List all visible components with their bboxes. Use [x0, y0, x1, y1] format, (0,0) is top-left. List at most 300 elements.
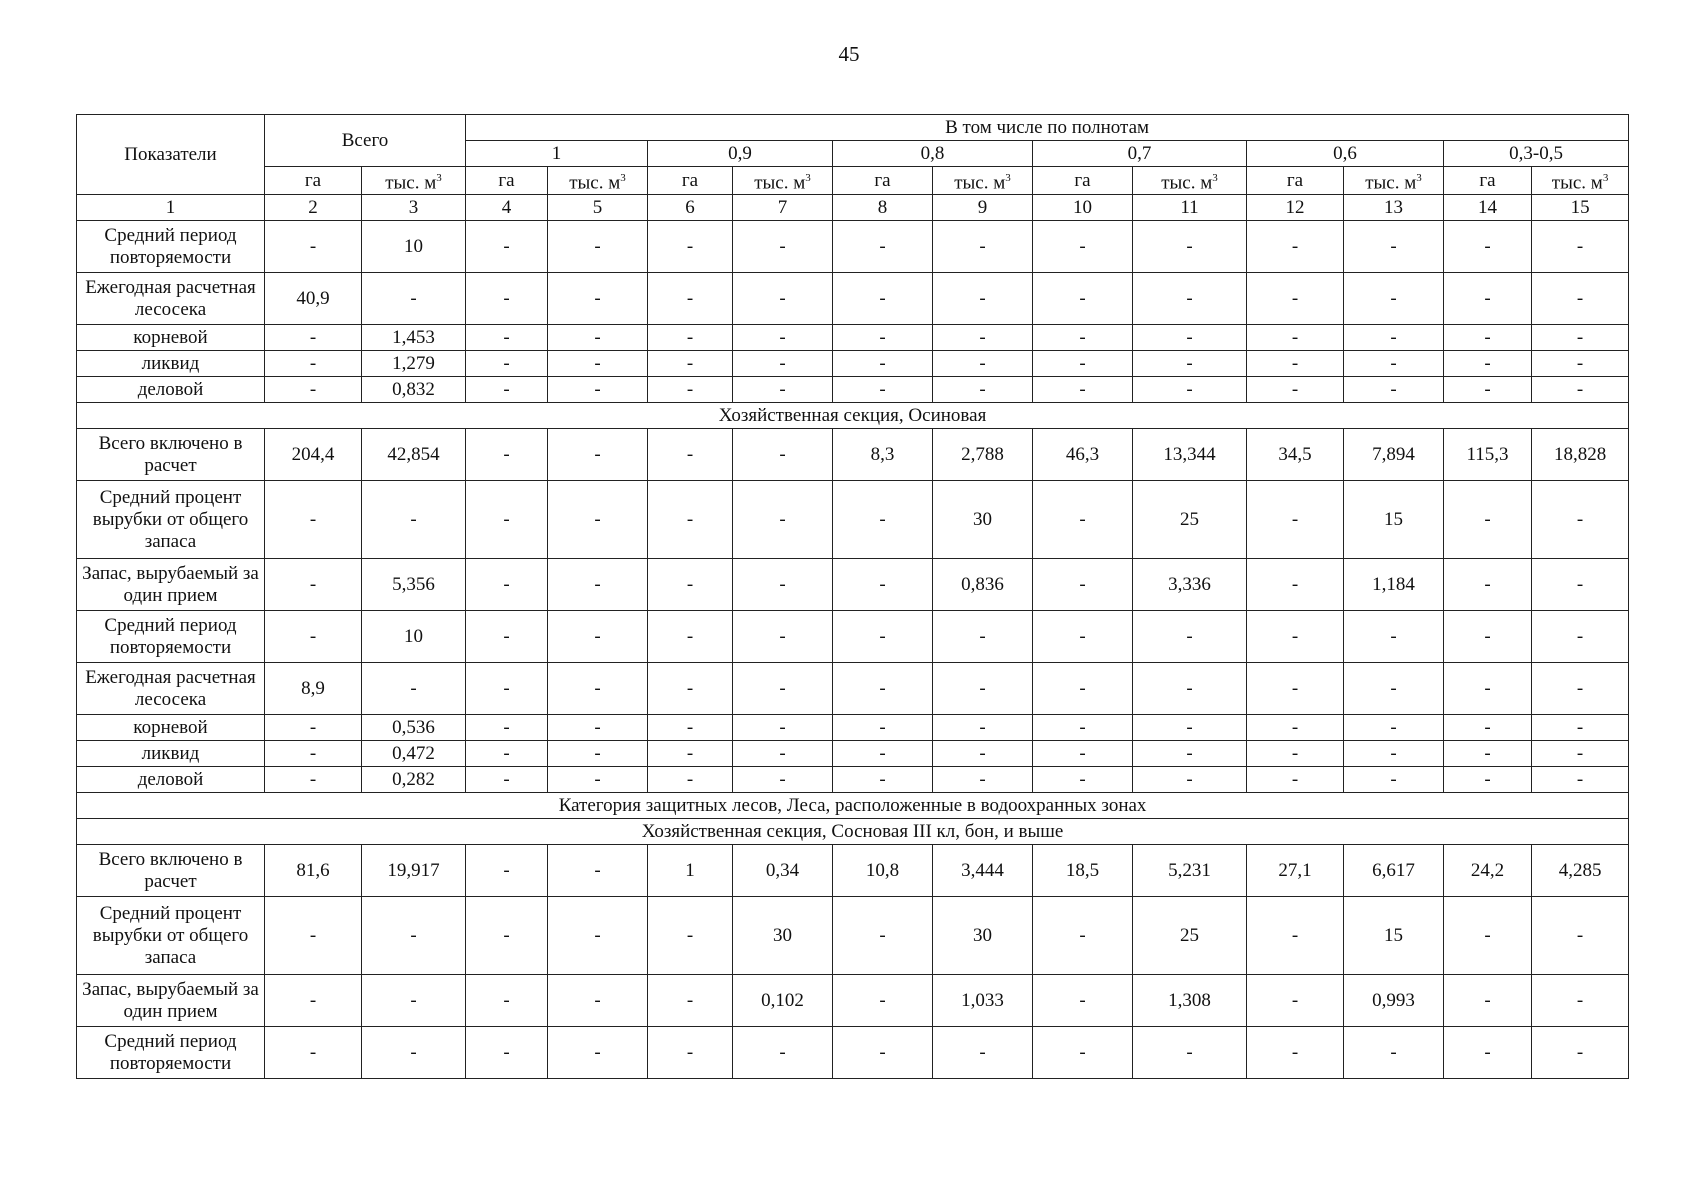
table-cell: -: [933, 741, 1033, 767]
table-cell: 46,3: [1033, 429, 1133, 481]
table-cell: -: [1344, 325, 1444, 351]
table-cell: -: [648, 273, 733, 325]
table-cell: -: [1247, 351, 1344, 377]
header-unit-ha: га: [265, 167, 362, 195]
table-cell: -: [833, 975, 933, 1027]
table-cell: -: [548, 351, 648, 377]
header-unit-volume-sup: 3: [1212, 172, 1218, 184]
table-row: [77, 767, 1629, 793]
table-cell: -: [1133, 741, 1247, 767]
table-cell: -: [1532, 481, 1629, 559]
table-row: [77, 897, 1629, 975]
table-cell: -: [1247, 325, 1344, 351]
table-cell: 5,356: [362, 559, 466, 611]
table-cell: 19,917: [362, 845, 466, 897]
table-cell: -: [733, 325, 833, 351]
table-row: [77, 351, 1629, 377]
header-density-group: 1: [466, 141, 648, 167]
table-cell: -: [362, 1027, 466, 1079]
table-cell: -: [1444, 481, 1532, 559]
table-cell: -: [466, 611, 548, 663]
table-cell: 1,033: [933, 975, 1033, 1027]
table-cell: -: [1532, 767, 1629, 793]
column-number: 7: [733, 195, 833, 221]
row-label: деловой: [77, 377, 265, 403]
table-cell: -: [1444, 767, 1532, 793]
table-cell: -: [1133, 767, 1247, 793]
table-row: [77, 481, 1629, 559]
table-cell: -: [648, 429, 733, 481]
header-unit-volume: [933, 167, 1033, 195]
table-cell: -: [1133, 273, 1247, 325]
table-cell: -: [466, 377, 548, 403]
table-cell: -: [265, 715, 362, 741]
table-cell: -: [1133, 325, 1247, 351]
table-cell: -: [466, 897, 548, 975]
table-cell: -: [933, 377, 1033, 403]
table-cell: -: [362, 897, 466, 975]
table-cell: -: [1033, 715, 1133, 741]
section-row: [77, 819, 1629, 845]
table-cell: -: [1444, 559, 1532, 611]
table-cell: -: [1247, 663, 1344, 715]
table-cell: -: [733, 481, 833, 559]
table-cell: -: [548, 845, 648, 897]
table-cell: -: [733, 273, 833, 325]
header-unit-ha: га: [833, 167, 933, 195]
table-cell: 10,8: [833, 845, 933, 897]
table-row: [77, 845, 1629, 897]
table-cell: 115,3: [1444, 429, 1532, 481]
table-cell: 34,5: [1247, 429, 1344, 481]
table-cell: -: [733, 1027, 833, 1079]
header-density-group: 0,3-0,5: [1444, 141, 1629, 167]
table-cell: -: [466, 273, 548, 325]
row-label: деловой: [77, 767, 265, 793]
table-cell: 0,282: [362, 767, 466, 793]
table-row: [77, 325, 1629, 351]
table-cell: 15: [1344, 481, 1444, 559]
table-cell: 30: [933, 481, 1033, 559]
table-cell: -: [933, 611, 1033, 663]
table-cell: -: [733, 429, 833, 481]
table-cell: -: [548, 767, 648, 793]
table-cell: -: [362, 481, 466, 559]
table-cell: -: [733, 715, 833, 741]
table-cell: 1,184: [1344, 559, 1444, 611]
table-cell: -: [1133, 377, 1247, 403]
column-number: 9: [933, 195, 1033, 221]
table-cell: 0,102: [733, 975, 833, 1027]
table-cell: -: [1033, 767, 1133, 793]
header-unit-volume-sup: 3: [805, 172, 811, 184]
table-cell: 1,279: [362, 351, 466, 377]
table-cell: -: [648, 221, 733, 273]
table-cell: -: [733, 559, 833, 611]
table-cell: -: [1033, 325, 1133, 351]
header-unit-volume-text: тыс. м: [1365, 172, 1417, 194]
table-cell: -: [933, 351, 1033, 377]
table-cell: -: [1247, 767, 1344, 793]
table-cell: 0,832: [362, 377, 466, 403]
table-cell: -: [265, 481, 362, 559]
table-cell: -: [1532, 559, 1629, 611]
table-cell: -: [548, 1027, 648, 1079]
table-cell: -: [1532, 897, 1629, 975]
column-number: 11: [1133, 195, 1247, 221]
table-cell: -: [1033, 897, 1133, 975]
header-total: Всего: [265, 115, 466, 167]
table-cell: -: [466, 429, 548, 481]
table-cell: -: [362, 975, 466, 1027]
table-cell: -: [1344, 273, 1444, 325]
row-label: корневой: [77, 325, 265, 351]
table-cell: 5,231: [1133, 845, 1247, 897]
table-cell: 10: [362, 611, 466, 663]
column-number: 8: [833, 195, 933, 221]
table-cell: 18,828: [1532, 429, 1629, 481]
table-cell: -: [833, 715, 933, 741]
table-cell: -: [1247, 273, 1344, 325]
table-cell: -: [548, 273, 648, 325]
table-cell: -: [548, 741, 648, 767]
table-cell: -: [362, 663, 466, 715]
table-cell: 40,9: [265, 273, 362, 325]
header-unit-ha: га: [1444, 167, 1532, 195]
table-cell: -: [265, 559, 362, 611]
table-cell: -: [265, 1027, 362, 1079]
table-cell: -: [1532, 221, 1629, 273]
table-cell: -: [548, 481, 648, 559]
table-cell: -: [833, 325, 933, 351]
header-unit-volume-sup: 3: [1416, 172, 1422, 184]
table-cell: -: [548, 715, 648, 741]
table-cell: -: [548, 325, 648, 351]
table-cell: 10: [362, 221, 466, 273]
column-number: 13: [1344, 195, 1444, 221]
row-label: Всего включено в расчет: [77, 845, 265, 897]
row-label: Средний период повторяемости: [77, 611, 265, 663]
header-unit-volume: [1532, 167, 1629, 195]
table-cell: -: [1532, 663, 1629, 715]
table-cell: -: [1532, 351, 1629, 377]
table-cell: -: [1532, 325, 1629, 351]
table-cell: 8,9: [265, 663, 362, 715]
table-row: [77, 611, 1629, 663]
row-label: Средний процент вырубки от общего запаса: [77, 897, 265, 975]
table-cell: -: [648, 767, 733, 793]
table-cell: -: [466, 663, 548, 715]
header-unit-volume: [548, 167, 648, 195]
units-row: [77, 167, 1629, 195]
section-row: [77, 793, 1629, 819]
table-cell: -: [648, 611, 733, 663]
header-density-group: 0,9: [648, 141, 833, 167]
section-row: [77, 403, 1629, 429]
row-label: корневой: [77, 715, 265, 741]
table-cell: -: [648, 897, 733, 975]
table-cell: -: [1133, 351, 1247, 377]
column-number: 12: [1247, 195, 1344, 221]
table-cell: -: [1033, 611, 1133, 663]
table-cell: -: [548, 897, 648, 975]
table-cell: -: [548, 975, 648, 1027]
table-cell: -: [1033, 741, 1133, 767]
table-cell: -: [933, 767, 1033, 793]
table-row: [77, 377, 1629, 403]
row-label: Запас, вырубаемый за один прием: [77, 975, 265, 1027]
table-cell: -: [648, 325, 733, 351]
section-title: Хозяйственная секция, Осиновая: [77, 403, 1629, 429]
table-cell: -: [833, 741, 933, 767]
table-cell: 204,4: [265, 429, 362, 481]
table-cell: -: [548, 611, 648, 663]
table-cell: -: [648, 715, 733, 741]
table-cell: 27,1: [1247, 845, 1344, 897]
table-cell: -: [1444, 975, 1532, 1027]
header-unit-volume-text: тыс. м: [385, 172, 437, 194]
table-cell: -: [466, 741, 548, 767]
row-label: Запас, вырубаемый за один прием: [77, 559, 265, 611]
table-cell: 25: [1133, 897, 1247, 975]
table-cell: -: [648, 975, 733, 1027]
table-cell: -: [1344, 741, 1444, 767]
table-cell: -: [1344, 767, 1444, 793]
table-cell: -: [1344, 663, 1444, 715]
header-unit-volume: [733, 167, 833, 195]
table-cell: -: [466, 975, 548, 1027]
table-row: [77, 221, 1629, 273]
column-number: 15: [1532, 195, 1629, 221]
table-cell: -: [1033, 221, 1133, 273]
table-cell: -: [1133, 1027, 1247, 1079]
table-cell: -: [1532, 741, 1629, 767]
table-row: [77, 1027, 1629, 1079]
table-cell: -: [733, 351, 833, 377]
table-cell: -: [265, 611, 362, 663]
table-cell: -: [1344, 1027, 1444, 1079]
table-cell: -: [1444, 221, 1532, 273]
table-cell: -: [1133, 221, 1247, 273]
table-cell: -: [1033, 273, 1133, 325]
table-cell: 8,3: [833, 429, 933, 481]
table-cell: -: [1344, 351, 1444, 377]
table-cell: -: [1247, 1027, 1344, 1079]
table-cell: 1: [648, 845, 733, 897]
table-cell: -: [1444, 351, 1532, 377]
table-cell: -: [548, 663, 648, 715]
table-cell: 6,617: [1344, 845, 1444, 897]
table-cell: -: [833, 351, 933, 377]
table-cell: -: [733, 221, 833, 273]
table-cell: -: [265, 897, 362, 975]
table-cell: 15: [1344, 897, 1444, 975]
table-cell: 0,34: [733, 845, 833, 897]
header-density-group: 0,8: [833, 141, 1033, 167]
row-label: Ежегодная расчетная лесосека: [77, 663, 265, 715]
table-cell: 0,472: [362, 741, 466, 767]
table-cell: -: [1247, 741, 1344, 767]
table-cell: -: [933, 1027, 1033, 1079]
table-cell: -: [1532, 975, 1629, 1027]
table-cell: -: [1344, 221, 1444, 273]
table-cell: -: [733, 611, 833, 663]
table-header: [77, 115, 1629, 221]
table-cell: 1,453: [362, 325, 466, 351]
table-cell: -: [1247, 481, 1344, 559]
column-numbers-row: [77, 195, 1629, 221]
table-cell: -: [1133, 663, 1247, 715]
table-cell: -: [833, 377, 933, 403]
section-title: Категория защитных лесов, Леса, расположенные в водоохранных зонах: [77, 793, 1629, 819]
table-cell: -: [1444, 377, 1532, 403]
table-cell: -: [265, 767, 362, 793]
table-cell: -: [1033, 351, 1133, 377]
table-cell: -: [466, 845, 548, 897]
page-number: 45: [838, 42, 860, 66]
table-cell: -: [265, 377, 362, 403]
table-cell: -: [833, 897, 933, 975]
table-cell: 81,6: [265, 845, 362, 897]
table-cell: -: [933, 663, 1033, 715]
table-cell: -: [265, 741, 362, 767]
table-cell: -: [1532, 611, 1629, 663]
table-cell: -: [1133, 611, 1247, 663]
table-cell: -: [833, 481, 933, 559]
table-row: [77, 273, 1629, 325]
table-cell: 2,788: [933, 429, 1033, 481]
table-cell: -: [1444, 611, 1532, 663]
table-cell: -: [1344, 377, 1444, 403]
table-cell: -: [733, 377, 833, 403]
header-unit-volume-sup: 3: [620, 172, 626, 184]
header-unit-volume-sup: 3: [436, 172, 442, 184]
table-cell: 18,5: [1033, 845, 1133, 897]
table-cell: -: [1344, 715, 1444, 741]
table-cell: 3,336: [1133, 559, 1247, 611]
header-unit-volume-text: тыс. м: [1161, 172, 1213, 194]
table-cell: -: [648, 377, 733, 403]
row-label: Средний период повторяемости: [77, 221, 265, 273]
table-cell: -: [648, 741, 733, 767]
table-cell: -: [265, 975, 362, 1027]
forest-harvest-table: [76, 114, 1629, 1079]
table-cell: 0,536: [362, 715, 466, 741]
column-number: 14: [1444, 195, 1532, 221]
header-unit-volume: [1344, 167, 1444, 195]
row-label: Средний период повторяемости: [77, 1027, 265, 1079]
header-by-density: В том числе по полнотам: [466, 115, 1629, 141]
section-title: Хозяйственная секция, Сосновая III кл, бон, и выше: [77, 819, 1629, 845]
table-cell: -: [466, 351, 548, 377]
table-cell: -: [265, 325, 362, 351]
table-cell: -: [1444, 273, 1532, 325]
column-number: 5: [548, 195, 648, 221]
table-cell: -: [733, 741, 833, 767]
table-cell: -: [1532, 377, 1629, 403]
table-cell: -: [466, 767, 548, 793]
table-cell: -: [733, 663, 833, 715]
table-cell: -: [833, 559, 933, 611]
table-row: [77, 559, 1629, 611]
column-number: 4: [466, 195, 548, 221]
table-cell: 1,308: [1133, 975, 1247, 1027]
table-cell: 0,836: [933, 559, 1033, 611]
table-cell: -: [466, 325, 548, 351]
table-cell: 0,993: [1344, 975, 1444, 1027]
table-cell: -: [1033, 481, 1133, 559]
table-cell: -: [548, 429, 648, 481]
table-cell: -: [466, 481, 548, 559]
table-cell: -: [1033, 975, 1133, 1027]
table-cell: -: [466, 221, 548, 273]
table-cell: 3,444: [933, 845, 1033, 897]
header-unit-volume-text: тыс. м: [569, 172, 621, 194]
table-cell: 4,285: [1532, 845, 1629, 897]
table-cell: -: [1532, 273, 1629, 325]
table-cell: 30: [933, 897, 1033, 975]
table-cell: -: [548, 559, 648, 611]
row-label: Всего включено в расчет: [77, 429, 265, 481]
table-cell: -: [265, 221, 362, 273]
table-cell: -: [933, 715, 1033, 741]
table-row: [77, 429, 1629, 481]
table-cell: -: [1133, 715, 1247, 741]
table-cell: -: [833, 611, 933, 663]
table-cell: 13,344: [1133, 429, 1247, 481]
table-cell: -: [1247, 559, 1344, 611]
table-cell: -: [648, 481, 733, 559]
table-cell: -: [833, 767, 933, 793]
row-label: Ежегодная расчетная лесосека: [77, 273, 265, 325]
table-cell: -: [648, 663, 733, 715]
header-unit-ha: га: [1033, 167, 1133, 195]
header-unit-volume-sup: 3: [1005, 172, 1011, 184]
table-cell: -: [833, 1027, 933, 1079]
header-indicators: Показатели: [77, 115, 265, 195]
table-cell: -: [1247, 377, 1344, 403]
table-cell: -: [1247, 897, 1344, 975]
header-unit-volume-text: тыс. м: [754, 172, 806, 194]
table-cell: 24,2: [1444, 845, 1532, 897]
header-unit-volume: [1133, 167, 1247, 195]
table-cell: -: [933, 273, 1033, 325]
header-density-group: 0,6: [1247, 141, 1444, 167]
header-unit-volume-sup: 3: [1602, 172, 1609, 184]
table-cell: -: [265, 351, 362, 377]
table-row: [77, 715, 1629, 741]
table-cell: -: [1033, 559, 1133, 611]
table-cell: -: [1247, 975, 1344, 1027]
table-cell: -: [733, 767, 833, 793]
header-unit-volume: [362, 167, 466, 195]
table-cell: -: [933, 325, 1033, 351]
table-cell: -: [1532, 715, 1629, 741]
table-cell: -: [1444, 325, 1532, 351]
table-cell: -: [548, 377, 648, 403]
table-cell: -: [1444, 1027, 1532, 1079]
column-number: 10: [1033, 195, 1133, 221]
header-unit-ha: га: [648, 167, 733, 195]
table-cell: -: [933, 221, 1033, 273]
table-cell: -: [648, 351, 733, 377]
table-cell: -: [833, 663, 933, 715]
table-cell: -: [1247, 611, 1344, 663]
table-cell: 42,854: [362, 429, 466, 481]
table-cell: -: [1444, 741, 1532, 767]
table-cell: -: [648, 559, 733, 611]
table-cell: 7,894: [1344, 429, 1444, 481]
